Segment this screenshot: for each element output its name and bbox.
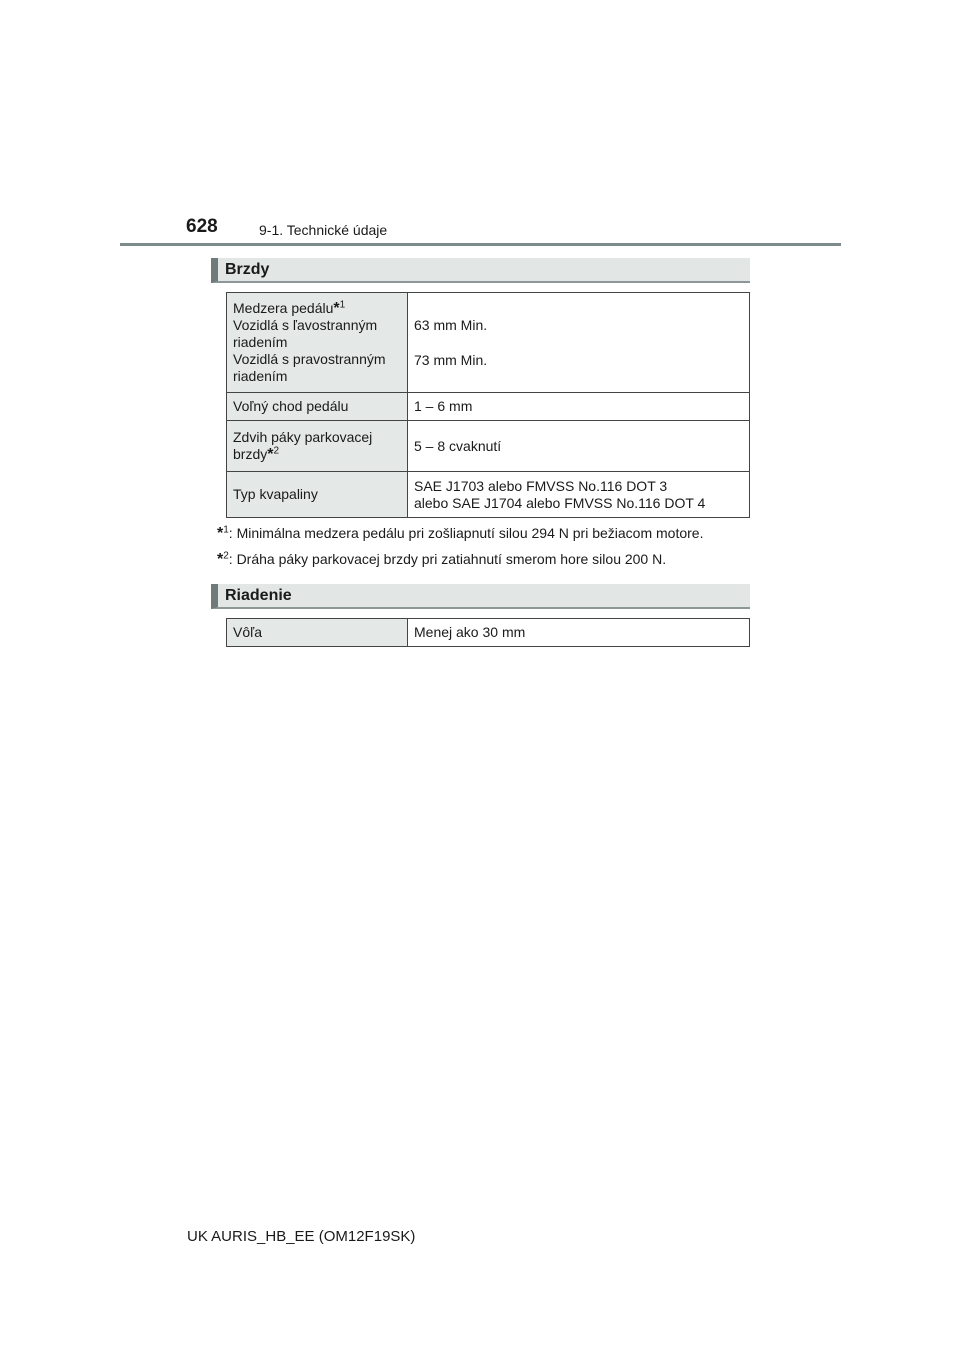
table-row [227,421,750,472]
pedal-clearance-label: Medzera pedálu*$^1$ Vozidlá s ľavostranným riadením Vozidlá s pravostranným riadením [227,293,408,393]
steering-play-value: Menej ako 30 mm [408,619,750,647]
footer-model-code: UK AURIS_HB_EE (OM12F19SK) [187,1228,416,1245]
steering-section-bar: Riadenie [211,584,750,609]
table-row [227,472,750,518]
steering-table [226,618,750,647]
section-label: 9-1. Technické údaje [259,222,388,238]
table-row [227,619,750,647]
fluid-type-label: Typ kvapaliny [227,472,408,518]
parking-brake-travel-value: 5 – 8 cvaknutí [408,421,750,472]
fluid-type-value: SAE J1703 alebo FMVSS No.116 DOT 3 alebo SAE J1704 alebo FMVSS No.116 DOT 4 [408,472,750,518]
footnote-2: *$^2$: Dráha páky parkovacej brzdy pri zatiahnutí smerom hore silou 200 N. [217,550,667,568]
table-row [227,293,750,393]
parking-brake-travel-label: Zdvih páky parkovacej brzdy*$^2$ [227,421,408,472]
pedal-free-play-value: 1 – 6 mm [408,393,750,421]
brakes-table [226,292,750,518]
pedal-clearance-value: 63 mm Min. 73 mm Min. [408,293,750,393]
table-row [227,393,750,421]
header-rule [120,243,841,246]
page-number: 628 [186,216,218,237]
brakes-section-bar: Brzdy [211,258,750,283]
footnote-1: *$^1$: Minimálna medzera pedálu pri zošliapnutí silou 294 N pri bežiacom motore. [217,524,704,542]
steering-play-label: Vôľa [227,619,408,647]
pedal-free-play-label: Voľný chod pedálu [227,393,408,421]
